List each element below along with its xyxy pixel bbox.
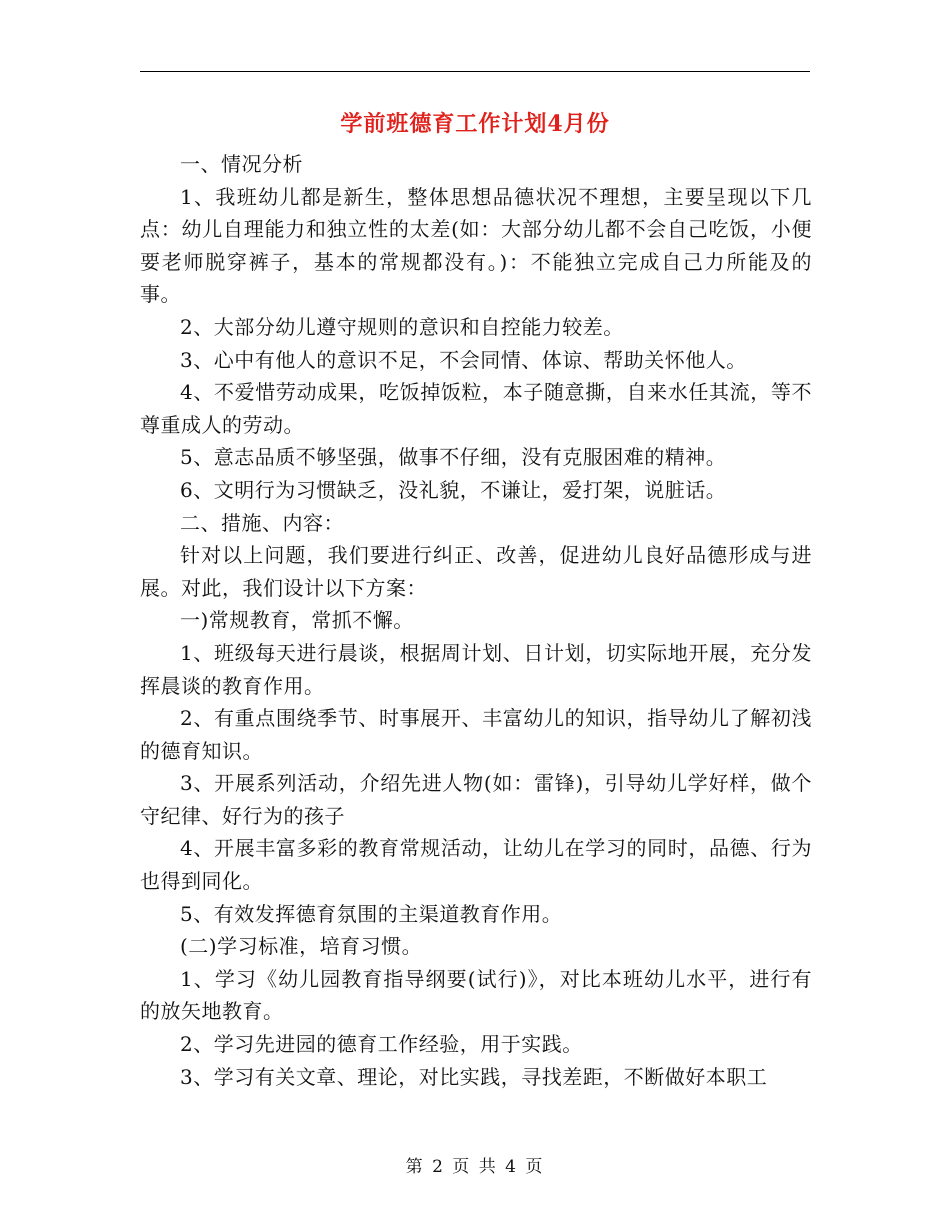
paragraph: 针对以上问题，我们要进行纠正、改善，促进幼儿良好品德形成与进展。对此，我们设计以下方案： [140,543,812,600]
paragraph: 2、有重点围绕季节、时事展开、丰富幼儿的知识，指导幼儿了解初浅的德育知识。 [140,706,812,763]
paragraph: 1、我班幼儿都是新生，整体思想品德状况不理想，主要呈现以下几点：幼儿自理能力和独立性的太差(如：大部分幼儿都不会自己吃饭，小便要老师脱穿裤子，基本的常规都没有。)：不能独立完成自己力所能及的事。 [140,184,812,307]
paragraph: 2、学习先进园的德育工作经验，用于实践。 [180,1032,583,1057]
paragraph: 1、班级每天进行晨谈，根据周计划、日计划，切实际地开展，充分发挥晨谈的教育作用。 [140,640,812,698]
paragraph: 3、心中有他人的意识不足，不会同情、体谅、帮助关怀他人。 [180,347,747,372]
paragraph: 4、开展丰富多彩的教育常规活动，让幼儿在学习的同时，品德、行为也得到同化。 [140,836,812,894]
paragraph: 二、措施、内容： [180,510,344,535]
paragraph: 5、有效发挥德育氛围的主渠道教育作用。 [180,901,563,926]
header-rule [140,71,810,72]
paragraph: 1、学习《幼儿园教育指导纲要(试行)》，对比本班幼儿水平，进行有的放矢地教育。 [140,966,812,1024]
document-body [140,148,812,1093]
paragraph: 5、意志品质不够坚强，做事不仔细，没有克服困难的精神。 [180,445,727,470]
paragraph: 3、开展系列活动，介绍先进人物(如：雷锋)，引导幼儿学好样，做个守纪律、好行为的孩子 [140,771,812,828]
paragraph: 4、不爱惜劳动成果，吃饭掉饭粒，本子随意撕，自来水任其流，等不尊重成人的劳动。 [140,380,812,437]
paragraph: 一、情况分析 [180,152,303,176]
paragraph: 2、大部分幼儿遵守规则的意识和自控能力较差。 [180,314,624,339]
paragraph: 一)常规教育，常抓不懈。 [180,608,414,633]
paragraph: 3、学习有关文章、理论，对比实践，寻找差距，不断做好本职工 [180,1064,768,1089]
page-number: 第 2 页 共 4 页 [405,1157,545,1177]
paragraph: (二)学习标准，培育习惯。 [180,934,423,959]
document-title: 学前班德育工作计划4月份 [340,111,610,137]
paragraph: 6、文明行为习惯缺乏，没礼貌，不谦让，爱打架，说脏话。 [180,477,727,502]
